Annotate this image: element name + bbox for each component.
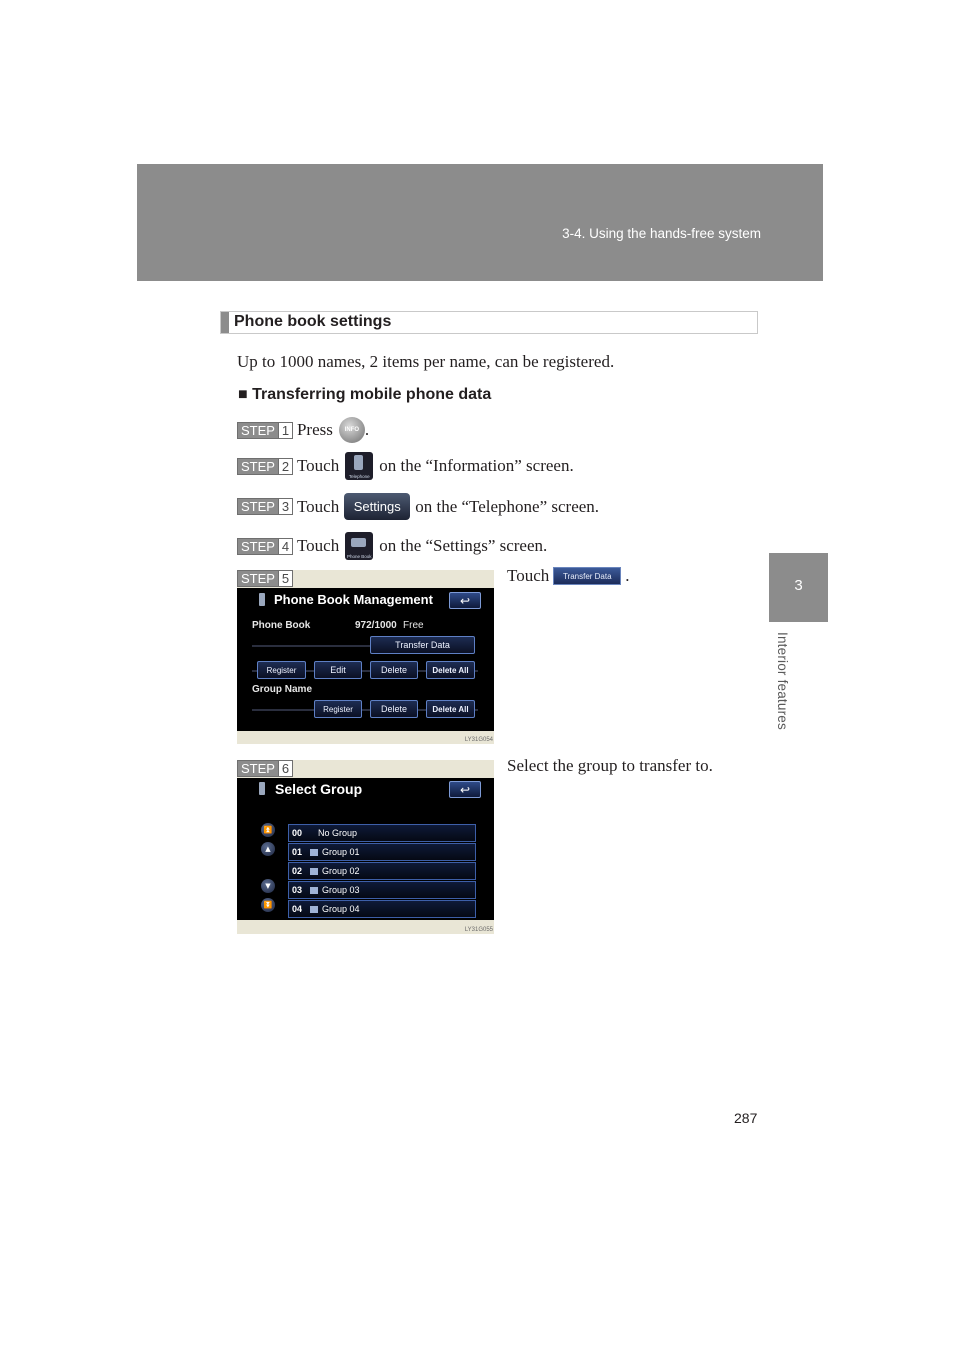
figure-select-group bbox=[237, 760, 494, 934]
section-title: Phone book settings bbox=[234, 313, 392, 330]
group-folder-icon bbox=[310, 906, 318, 913]
chapter-header-band bbox=[137, 164, 823, 281]
telephone-icon: Telephone bbox=[345, 452, 373, 480]
phone-icon bbox=[259, 593, 265, 606]
group-register-button: Register bbox=[314, 700, 362, 718]
step-2 bbox=[237, 452, 574, 480]
group-folder-icon bbox=[310, 849, 318, 856]
intro-text: Up to 1000 names, 2 items per name, can be registered. bbox=[237, 352, 615, 371]
figure-code: LY31G055 bbox=[464, 927, 493, 933]
back-arrow-icon: ↩ bbox=[449, 592, 481, 609]
step-badge: STEP 2 bbox=[237, 458, 293, 475]
phone-book-label: Phone Book bbox=[252, 620, 311, 631]
group-list-item: 03 Group 03 bbox=[288, 881, 476, 899]
page-up-icon: ⏫ bbox=[261, 823, 275, 837]
step-text: on the “Information” screen. bbox=[379, 456, 574, 475]
step-text: Press bbox=[296, 420, 333, 439]
chapter-number-tab: 3 bbox=[769, 553, 828, 622]
step-badge: STEP 6 bbox=[237, 760, 293, 777]
edit-button: Edit bbox=[314, 661, 362, 679]
step-text: . bbox=[625, 566, 630, 585]
step-text: on the “Settings” screen. bbox=[379, 536, 548, 555]
select-group-screen bbox=[237, 778, 494, 920]
section-heading bbox=[220, 311, 758, 334]
step-badge: STEP 5 bbox=[237, 570, 293, 587]
back-arrow-icon: ↩ bbox=[449, 781, 481, 798]
group-folder-icon bbox=[310, 887, 318, 894]
figure-code: LY31G054 bbox=[464, 737, 493, 743]
group-delete-button: Delete bbox=[370, 700, 418, 718]
info-button-icon: INFO bbox=[339, 417, 365, 443]
step-text: Touch bbox=[296, 456, 340, 475]
group-folder-icon bbox=[310, 868, 318, 875]
transfer-data-button: Transfer Data bbox=[370, 636, 475, 654]
settings-button-image: Settings bbox=[344, 493, 410, 520]
chapter-section-title: 3-4. Using the hands-free system bbox=[562, 226, 761, 241]
step-5-text bbox=[507, 566, 630, 586]
group-list-item: 04 Group 04 bbox=[288, 900, 476, 918]
figure-phone-book-management bbox=[237, 570, 494, 744]
phone-book-icon: Phone Book bbox=[345, 532, 373, 560]
step-text: Touch bbox=[296, 496, 340, 516]
chapter-label: Interior features bbox=[775, 632, 790, 730]
phone-icon bbox=[259, 782, 265, 795]
step-1 bbox=[237, 417, 369, 443]
free-label: Free bbox=[403, 620, 424, 631]
group-list-item: 02 Group 02 bbox=[288, 862, 476, 880]
step-4 bbox=[237, 532, 547, 560]
step-3 bbox=[237, 493, 599, 520]
section-accent-bar bbox=[221, 312, 229, 333]
subheading: ■ Transferring mobile phone data bbox=[238, 386, 492, 403]
transfer-data-button-image: Transfer Data bbox=[553, 567, 621, 585]
step-text: . bbox=[364, 420, 370, 439]
register-button: Register bbox=[257, 661, 306, 679]
step-badge: STEP 4 bbox=[237, 538, 293, 555]
phone-book-count: 972/1000 bbox=[355, 620, 397, 631]
group-list-item: 01 Group 01 bbox=[288, 843, 476, 861]
scroll-down-icon: ▼ bbox=[261, 879, 275, 893]
step-text: Touch bbox=[507, 566, 550, 585]
group-delete-all-button: Delete All bbox=[426, 700, 475, 718]
group-name-label: Group Name bbox=[252, 684, 313, 695]
phone-book-management-screen bbox=[237, 588, 494, 731]
delete-all-button: Delete All bbox=[426, 661, 475, 679]
group-list-item: 00 No Group bbox=[288, 824, 476, 842]
screen-title: Select Group bbox=[275, 781, 363, 797]
step-badge: STEP 1 bbox=[237, 422, 293, 439]
step-text: Select the group to transfer to. bbox=[507, 756, 713, 775]
step-text: Touch bbox=[296, 536, 340, 555]
step-text: on the “Telephone” screen. bbox=[415, 496, 600, 516]
page-number: 287 bbox=[734, 1110, 758, 1126]
page-down-icon: ⏬ bbox=[261, 898, 275, 912]
screen-title: Phone Book Management bbox=[274, 592, 433, 607]
step-badge: STEP 3 bbox=[237, 498, 293, 515]
scroll-up-icon: ▲ bbox=[261, 842, 275, 856]
delete-button: Delete bbox=[370, 661, 418, 679]
step-6-text bbox=[507, 756, 713, 776]
